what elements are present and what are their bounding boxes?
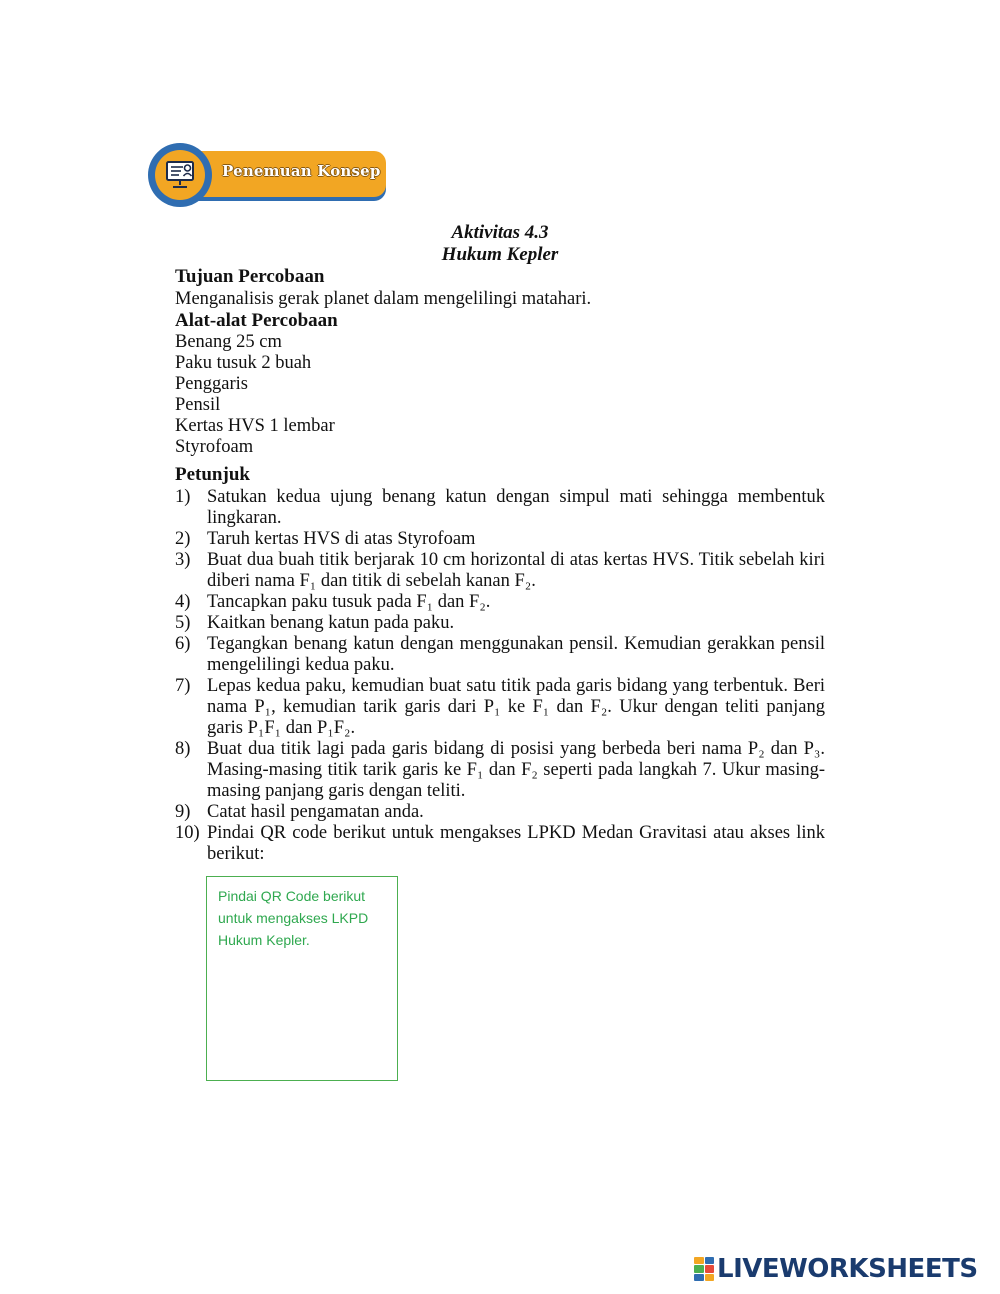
step-number: 6) [175, 633, 191, 654]
instruction-step [175, 613, 825, 634]
instruction-step [175, 550, 825, 592]
tool-item: Penggaris [175, 374, 248, 394]
tool-item: Benang 25 cm [175, 332, 282, 352]
instruction-step [175, 739, 825, 802]
step-number: 5) [175, 612, 191, 633]
step-text: Pindai QR code berikut untuk mengakses LPKD Medan Gravitasi atau akses link berikut: [207, 822, 825, 864]
tools-list [175, 332, 825, 458]
presentation-icon [163, 158, 197, 192]
step-number: 4) [175, 591, 191, 612]
worksheet-content [175, 222, 825, 865]
goal-text: Menganalisis gerak planet dalam mengelilingi matahari. [175, 288, 592, 309]
logo-text: LIVEWORKSHEETS [717, 1254, 978, 1284]
step-number: 7) [175, 675, 191, 696]
tool-item: Styrofoam [175, 437, 254, 457]
step-text: Tegangkan benang katun dengan menggunakan pensil. Kemudian gerakkan pensil mengelilingi kedua paku. [207, 633, 825, 675]
tools-heading: Alat-alat Percobaan [175, 309, 338, 331]
instruction-step [175, 529, 825, 550]
step-number: 9) [175, 801, 191, 822]
step-text: Satukan kedua ujung benang katun dengan simpul mati sehingga membentuk lingkaran. [207, 486, 825, 528]
instructions-list [175, 487, 825, 865]
logo-mark-icon [694, 1257, 714, 1281]
liveworksheets-logo[interactable] [694, 1254, 978, 1284]
step-number: 1) [175, 486, 191, 507]
activity-subtitle: Hukum Kepler [441, 244, 559, 265]
step-text: Catat hasil pengamatan anda. [207, 801, 424, 822]
step-number: 3) [175, 549, 191, 570]
step-number: 8) [175, 738, 191, 759]
step-text: Taruh kertas HVS di atas Styrofoam [207, 528, 476, 549]
step-text: Buat dua titik lagi pada garis bidang di posisi yang berbeda beri nama P₂ dan P₃. Masing-masing titik tarik garis ke F₁ dan F₂ seperti pada langkah 7. Ukur masing-masing panjang garis dengan teliti. [207, 738, 825, 801]
instructions-heading: Petunjuk [175, 464, 250, 485]
instruction-step [175, 823, 825, 865]
step-text: Kaitkan benang katun pada paku. [207, 612, 455, 633]
step-number: 10) [175, 822, 200, 843]
tool-item: Paku tusuk 2 buah [175, 353, 312, 373]
banner-badge [148, 143, 212, 207]
goal-heading: Tujuan Percobaan [175, 266, 325, 287]
step-text: Lepas kedua paku, kemudian buat satu titik pada garis bidang yang terbentuk. Beri nama P₁, kemudian tarik garis dari P₁ ke F₁ dan F₂. Ukur dengan teliti panjang garis P₁F₁ dan P₁F₂. [207, 675, 825, 738]
banner-label: Penemuan Konsep [222, 162, 381, 180]
instruction-step [175, 634, 825, 676]
instruction-step [175, 592, 825, 613]
step-text: Buat dua buah titik berjarak 10 cm horizontal di atas kertas HVS. Titik sebelah kiri diberi nama F₁ dan titik di sebelah kanan F₂. [207, 549, 825, 591]
step-text: Tancapkan paku tusuk pada F₁ dan F₂. [207, 591, 491, 612]
instruction-step [175, 676, 825, 739]
step-number: 2) [175, 528, 191, 549]
tool-item: Kertas HVS 1 lembar [175, 416, 335, 436]
qr-code-caption: Pindai QR Code berikut untuk mengakses LKPD Hukum Kepler. [218, 888, 369, 948]
instruction-step [175, 487, 825, 529]
instruction-step [175, 802, 825, 823]
activity-title: Aktivitas 4.3 [451, 222, 549, 243]
section-banner [148, 143, 388, 207]
tool-item: Pensil [175, 395, 221, 415]
qr-code-box[interactable] [206, 876, 398, 1081]
